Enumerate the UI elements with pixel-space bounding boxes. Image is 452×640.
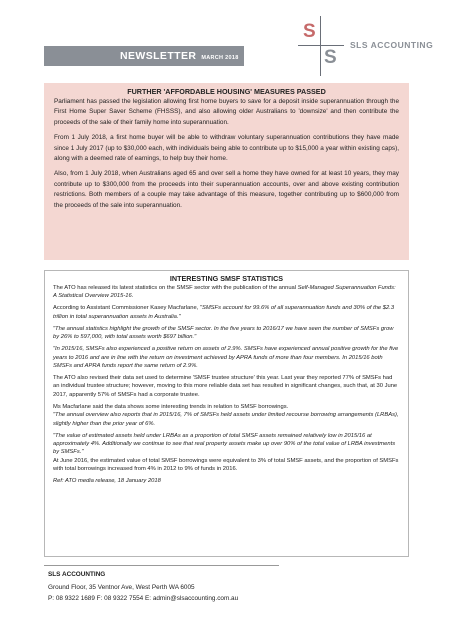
smsf-paragraph-returns: "In 2015/16, SMSFs also experienced a positive return on assets of 2.9%. SMSFs have experienced annual positive growth for the five years to 2016 and are in line with the return on investment achieved by APRA funds of more than four members. In 2015/16 both SMSFs and APRA funds report the same return of 2.9%. bbox=[53, 346, 399, 370]
smsf-borrowings-lead: Ms Macfarlane said the data shows some interesting trends in relation to SMSF borrowings. bbox=[53, 403, 289, 410]
smsf-paragraph-borrowings bbox=[53, 403, 400, 428]
newsletter-banner bbox=[44, 46, 244, 66]
footer-company-name: SLS ACCOUNTING bbox=[48, 571, 106, 578]
housing-paragraph: Parliament has passed the legislation allowing first home buyers to save for a deposit inside superannuation through the First Home Super Saver Scheme (FHSSS), and also allowing older Australians to 'downsize' and then contribute the proceeds of the sale of their family home into superannuation. bbox=[54, 98, 399, 126]
footer bbox=[48, 571, 428, 604]
company-logo bbox=[296, 16, 446, 78]
logo-letter-bottom: S bbox=[324, 47, 337, 68]
newsletter-title: NEWSLETTER bbox=[120, 50, 197, 62]
housing-article bbox=[44, 83, 409, 260]
smsf-heading: INTERESTING SMSF STATISTICS bbox=[169, 274, 284, 283]
smsf-paragraph-lrba bbox=[53, 432, 400, 474]
logo-vertical-line bbox=[320, 16, 321, 76]
smsf-paragraph-quote bbox=[53, 304, 400, 321]
logo-horizontal-line bbox=[298, 45, 344, 46]
logo-letter-top: S bbox=[303, 21, 316, 42]
smsf-statistics-article bbox=[44, 270, 409, 557]
logo-company-name: SLS ACCOUNTING bbox=[350, 40, 434, 50]
smsf-borrowings-quote: "The annual overview also reports that in 2015/16, 7% of SMSFs held assets under limited recourse borrowing arrangements (LRBAs), slightly higher than the prior year of 6%. bbox=[53, 412, 399, 427]
smsf-intro-text: The ATO has released its latest statistics on the SMSF sector with the publication of the annual bbox=[53, 285, 298, 291]
housing-paragraph: From 1 July 2018, a first home buyer will be able to withdraw voluntary superannuation contributions they have made since 1 July 2017 (up to $30,000 each, with individuals being able to contribute up to $15,000 a year within existing caps), along with a deemed rate of earnings, to help buy their home. bbox=[54, 134, 399, 163]
newsletter-date: MARCH 2018 bbox=[201, 55, 239, 61]
footer-address: Ground Floor, 35 Ventnor Ave, West Perth WA 6005 bbox=[48, 584, 195, 591]
smsf-paragraph-intro bbox=[53, 284, 400, 301]
footer-contact: P: 08 9322 1689 F: 08 9322 7554 E: admin@slsaccounting.com.au bbox=[48, 595, 239, 602]
smsf-quote-lead: According to Assistant Commissioner Kasey Macfarlane, bbox=[53, 305, 200, 312]
smsf-quote-text: "SMSFs account for 99.6% of all superannuation funds and 30% of the $2.3 trillion in total superannuation assets in Australia." bbox=[53, 305, 395, 320]
smsf-lrba-quote: "The value of estimated assets held under LRBAs as a proportion of total SMSF assets remained relatively low in 2015/16 at approximately 4%. Additionally we continue to see that real property assets make up over 90% of the total value of LRBA investments by SMSFs." bbox=[53, 432, 396, 456]
footer-divider bbox=[44, 565, 279, 566]
smsf-reference: Ref: ATO media release, 18 January 2018 bbox=[53, 478, 161, 485]
smsf-paragraph-trustee: The ATO also revised their data set used to determine 'SMSF trustee structure' this year. Last year they reported 77% of SMSFs had an individual trustee structure; however, moving to this more reliable data set has resulted in significant changes, such that, at 30 June 2017, apparently 57% of SMSFs had a corporate trustee. bbox=[53, 375, 398, 398]
housing-heading: FURTHER 'AFFORDABLE HOUSING' MEASURES PASSED bbox=[127, 87, 326, 96]
housing-paragraph: Also, from 1 July 2018, when Australians aged 65 and over sell a home they have owned for at least 10 years, they may contribute up to $300,000 from the proceeds into their superannuation accounts, over and above existing contribution restrictions. Both members of a couple may take advantage of this measure, together contributing up to $600,000 from the proceeds of the sale into superannuation. bbox=[54, 170, 399, 209]
smsf-paragraph-growth: "The annual statistics highlight the growth of the SMSF sector. In the five years to 2016/17 we have seen the number of SMSFs grow by 26% to 597,000, with total assets worth $697 billion." bbox=[53, 325, 394, 341]
smsf-lrba-text: At June 2016, the estimated value of total SMSF borrowings were equivalent to 3% of total SMSF assets, and the proportion of SMSFs with total borrowings increased from 4% in 2012 to 9% of funds in 2016. bbox=[53, 457, 399, 473]
smsf-intro-publication: Self-Managed Superannuation Funds: A Statistical Overview 2015-16. bbox=[53, 285, 396, 300]
